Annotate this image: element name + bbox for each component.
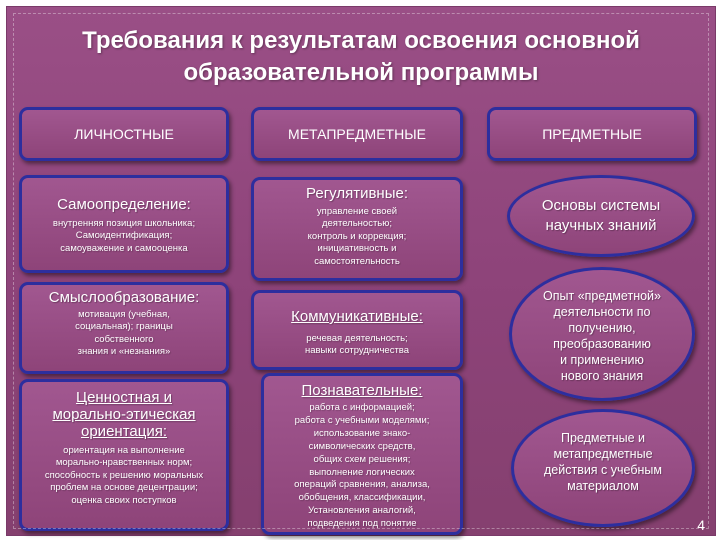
header-metasubject [251,107,463,161]
cognitive-box [261,373,463,535]
actions-text: Предметные и метапредметные действия с учебным материалом [543,431,662,493]
foundations-text: Основы системы научных знаний [541,197,661,234]
cognitive-text: работа с информацией; работа с учебными моделями; использование знако- символических средств, общих схем решения; выполнение логических операций сравнения, анализа, обобщения, классификации, Установления аналогий, подведения под понятие [294,402,430,530]
cognitive-heading: Познавательные: [301,382,423,399]
regulatory-text: управление своей деятельностью; контроль и коррекция; инициативность и самостоятельность [307,206,407,267]
meaning-formation-box [19,282,229,374]
header-subject [487,107,697,161]
page-number: 4 [697,517,705,533]
header-subject-label: ПРЕДМЕТНЫЕ [542,126,642,142]
slide [6,6,716,536]
self-determination-text: внутренняя позиция школьника; Самоидентификация; самоуважение и самооценка [52,218,196,254]
moral-orientation-box [19,379,229,531]
meaning-formation-text: мотивация (учебная, социальная); границы собственного знания и «незнания» [75,309,173,358]
regulatory-box [251,177,463,281]
moral-orientation-heading: Ценностная и морально-этическая ориентация: [52,389,196,440]
self-determination-heading: Самоопределение: [57,196,191,213]
communicative-box [251,290,463,370]
experience-ellipse [509,267,695,401]
actions-ellipse [511,409,695,527]
regulatory-heading: Регулятивные: [306,185,408,202]
communicative-text: речевая деятельность; навыки сотрудничества [304,333,410,357]
header-personal [19,107,229,161]
slide-title: Требования к результатам освоения основной образовательной программы [82,27,640,86]
foundations-ellipse [507,175,695,257]
communicative-heading: Коммуникативные: [291,308,423,325]
experience-text: Опыт «предметной» деятельности по получению, преобразованию и применению нового знания [543,289,661,383]
self-determination-box [19,175,229,273]
moral-orientation-text: ориентация на выполнение морально-нравственных норм; способность к решению моральных проблем на основе децентрации; оценка своих поступков [44,445,204,506]
header-personal-label: ЛИЧНОСТНЫЕ [74,126,174,142]
header-metasubject-label: МЕТАПРЕДМЕТНЫЕ [288,126,426,142]
meaning-formation-heading: Смыслообразование: [48,289,200,306]
